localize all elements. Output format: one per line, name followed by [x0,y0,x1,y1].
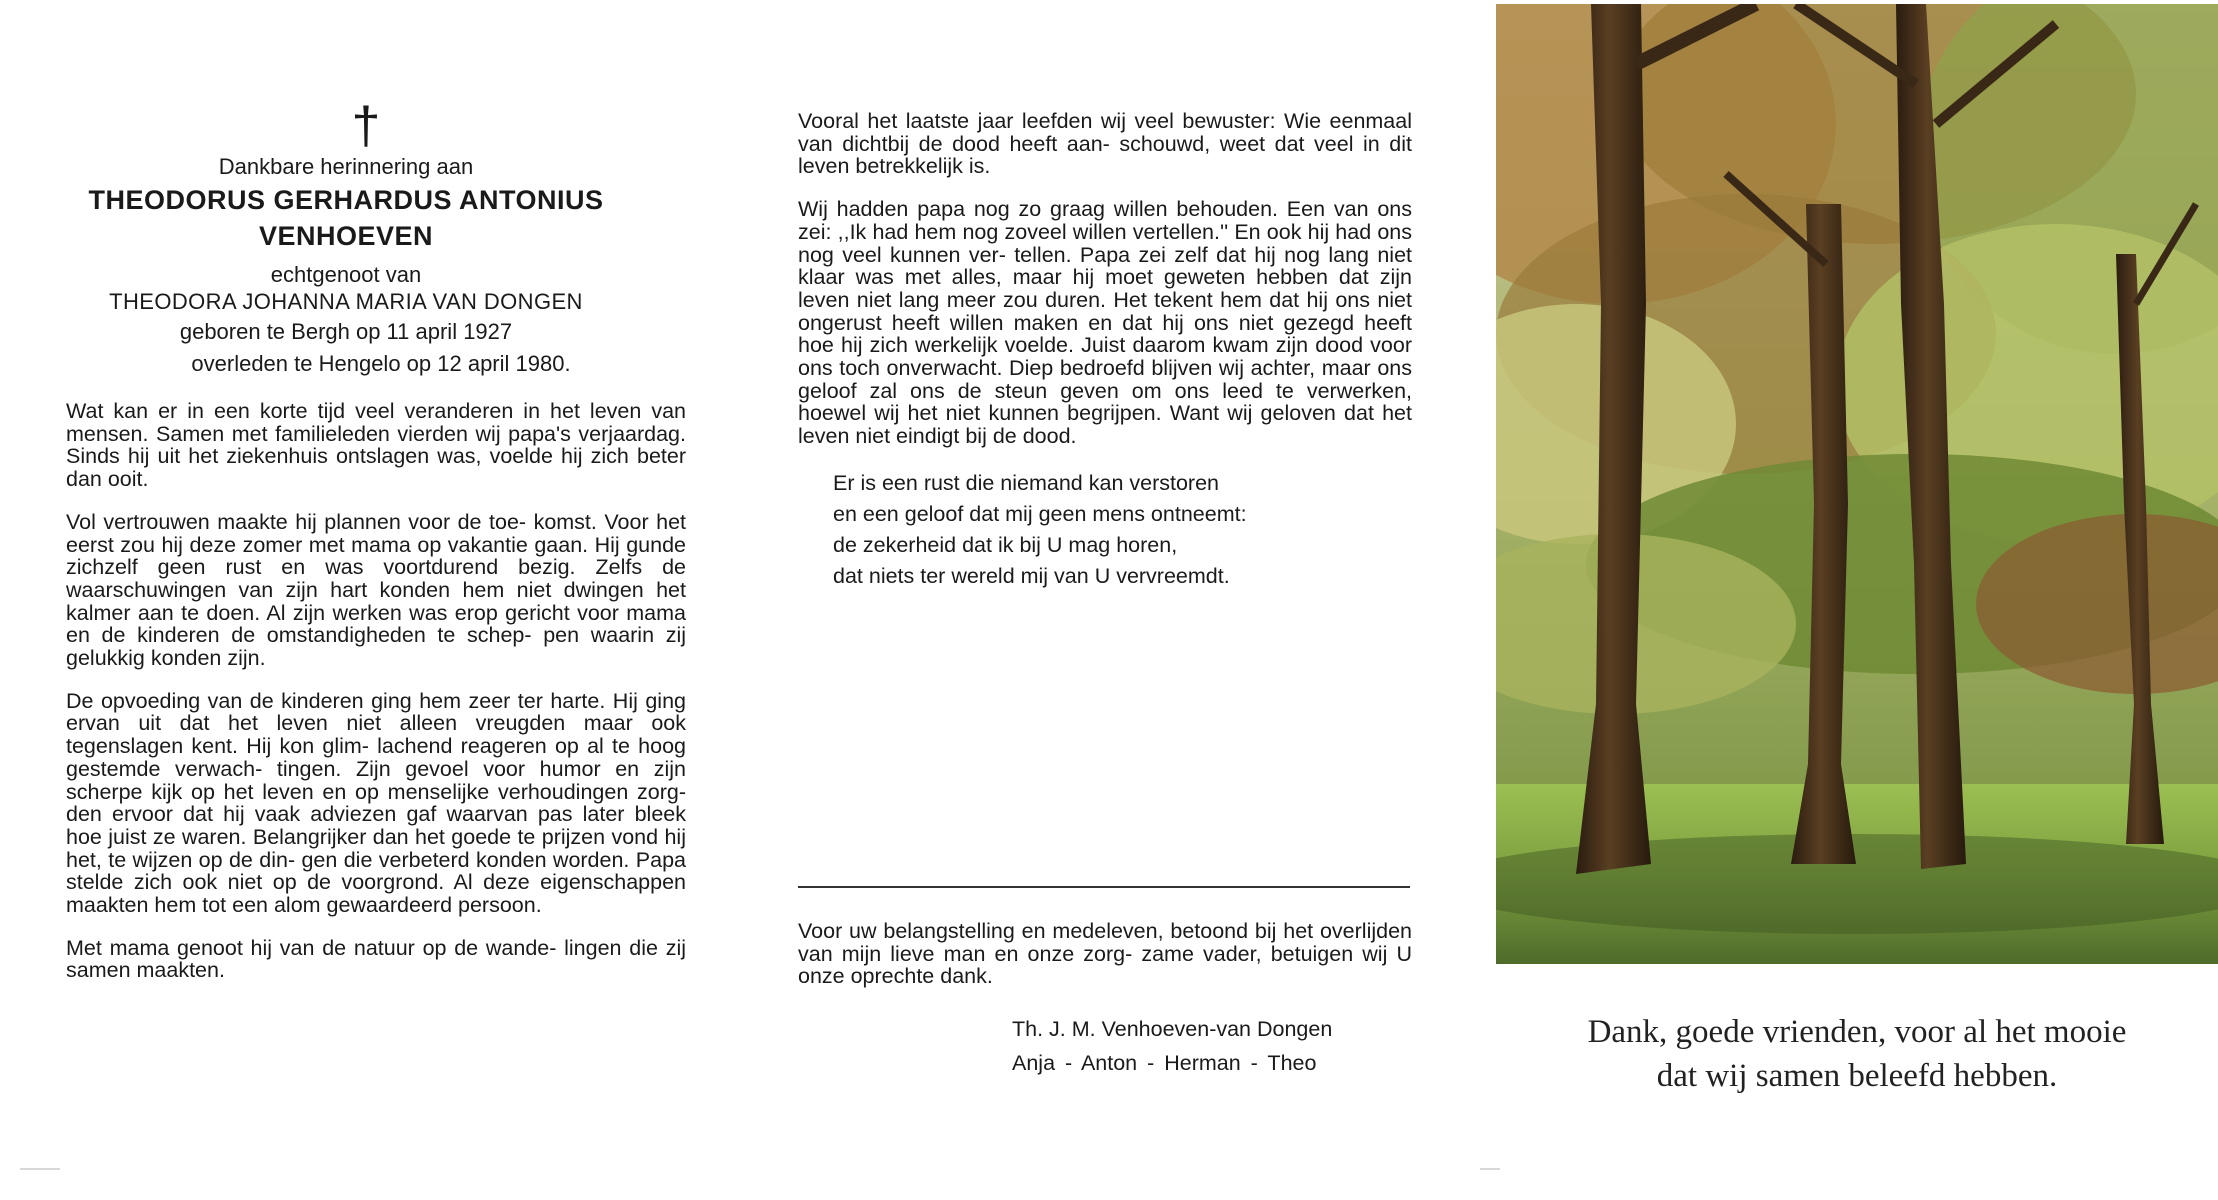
poem-line: de zekerheid dat ik bij U mag horen, [833,532,1178,557]
forest-photo [1496,4,2218,964]
biography [66,400,686,982]
poem [833,468,1412,592]
bio-paragraph: Met mama genoot hij van de natuur op de wande- lingen die zij samen maakten. [66,935,686,983]
left-panel [66,97,686,1002]
intro-text: Dankbare herinnering aan [218,154,474,179]
spouse-name: THEODORA JOHANNA MARIA VAN DONGEN [109,289,583,314]
signature-widow: Th. J. M. Venhoeven-van Dongen [1012,1017,1333,1041]
deceased-name-line1: THEODORUS GERHARDUS ANTONIUS [88,185,604,215]
bio-paragraph: Vol vertrouwen maakte hij plannen voor de toe- komst. Voor het eerst zou hij deze zomer met mama op vakantie gaan. Hij gunde zichzelf geen rust en was voortdurend bezig. Zelfs de waarschuwingen van zijn hart konden hem niet dwingen het kalmer aan te doen. Al zijn werken was erop gericht voor mama en de kinderen de omstandigheden te schep- pen waarin zij gelukkig konden zijn. [66,509,686,671]
signature-children: Anja - Anton - Herman - Theo [1012,1051,1317,1075]
death-line: overleden te Hengelo op 12 april 1980. [191,351,571,376]
reflection-paragraph: Vooral het laatste jaar leefden wij veel bewuster: Wie eenmaal van dichtbij de dood heeft aan- schouwd, weet dat veel in dit leven betrekkelijk is. [798,109,1412,179]
cross-icon: † [351,97,381,155]
photo-caption [1496,1010,2218,1098]
fold-mark [20,1168,60,1170]
poem-line: Er is een rust die niemand kan verstoren [833,470,1220,495]
fold-mark [1480,1168,1500,1170]
bio-paragraph: De opvoeding van de kinderen ging hem zeer ter harte. Hij ging ervan uit dat het leven niet alleen vreugden maar ook tegenslagen kent. Hij kon glim- lachend reageren op al te hoog gestemde verwach- tingen. Zijn gevoel voor humor en zijn scherpe kijk op het leven en op menselijke verhoudingen zorg- den ervoor dat hij vaak adviezen gaf waarvan pas later bleek hoe juist ze waren. Belangrijker dan het goede te prijzen vond hij het, te wijzen op de din- gen die verbeterd konden worden. Papa stelde zich ook niet op de voorgrond. Al deze eigenschappen maakten hem tot een alom gewaardeerd persoon. [66,688,686,918]
deceased-name-line2: VENHOEVEN [258,221,434,251]
forest-illustration [1496,4,2218,964]
thanks-block [798,920,1412,1008]
caption-line: Dank, goede vrienden, voor al het mooie [1587,1014,2127,1050]
reflection-paragraph: Wij hadden papa nog zo graag willen behouden. Een van ons zei: ,,Ik had hem nog zoveel willen vertellen.'' En ook hij had ons nog veel kunnen ver- tellen. Papa zei zelf dat hij nog lang niet klaar was met alles, maar hij moet geweten hebben dat zijn leven niet lang meer zou duren. Het tekent hem dat hij ons niet ongerust heeft willen maken en dat hij ons niet gezegd heeft hoe hij zich werkelijk voelde. Juist daarom kwam zijn dood voor ons toch onverwacht. Diep bedroefd blijven wij achter, maar ons geloof zal ons de steun geven om ons leed te verwerken, hoewel wij het niet kunnen begrijpen. Want wij geloven dat het leven niet eindigt bij de dood. [798,197,1412,449]
divider [798,886,1410,888]
poem-line: dat niets ter wereld mij van U vervreemdt. [833,563,1230,588]
signatures [1012,1012,1412,1080]
header-block [36,152,656,380]
caption-line: dat wij samen beleefd hebben. [1656,1058,2058,1094]
spouse-label: echtgenoot van [270,262,422,287]
middle-panel [798,110,1412,592]
birth-line: geboren te Bergh op 11 april 1927 [179,319,513,344]
poem-line: en een geloof dat mij geen mens ontneemt: [833,501,1247,526]
bio-paragraph: Wat kan er in een korte tijd veel veranderen in het leven van mensen. Samen met familieleden vierden wij papa's verjaardag. Sinds hij uit het ziekenhuis ontslagen was, voelde hij zich beter dan ooit. [66,399,686,492]
thanks-text: Voor uw belangstelling en medeleven, betoond bij het overlijden van mijn lieve man en onze zorg- zame vader, betuigen wij U onze oprechte dank. [798,919,1412,989]
